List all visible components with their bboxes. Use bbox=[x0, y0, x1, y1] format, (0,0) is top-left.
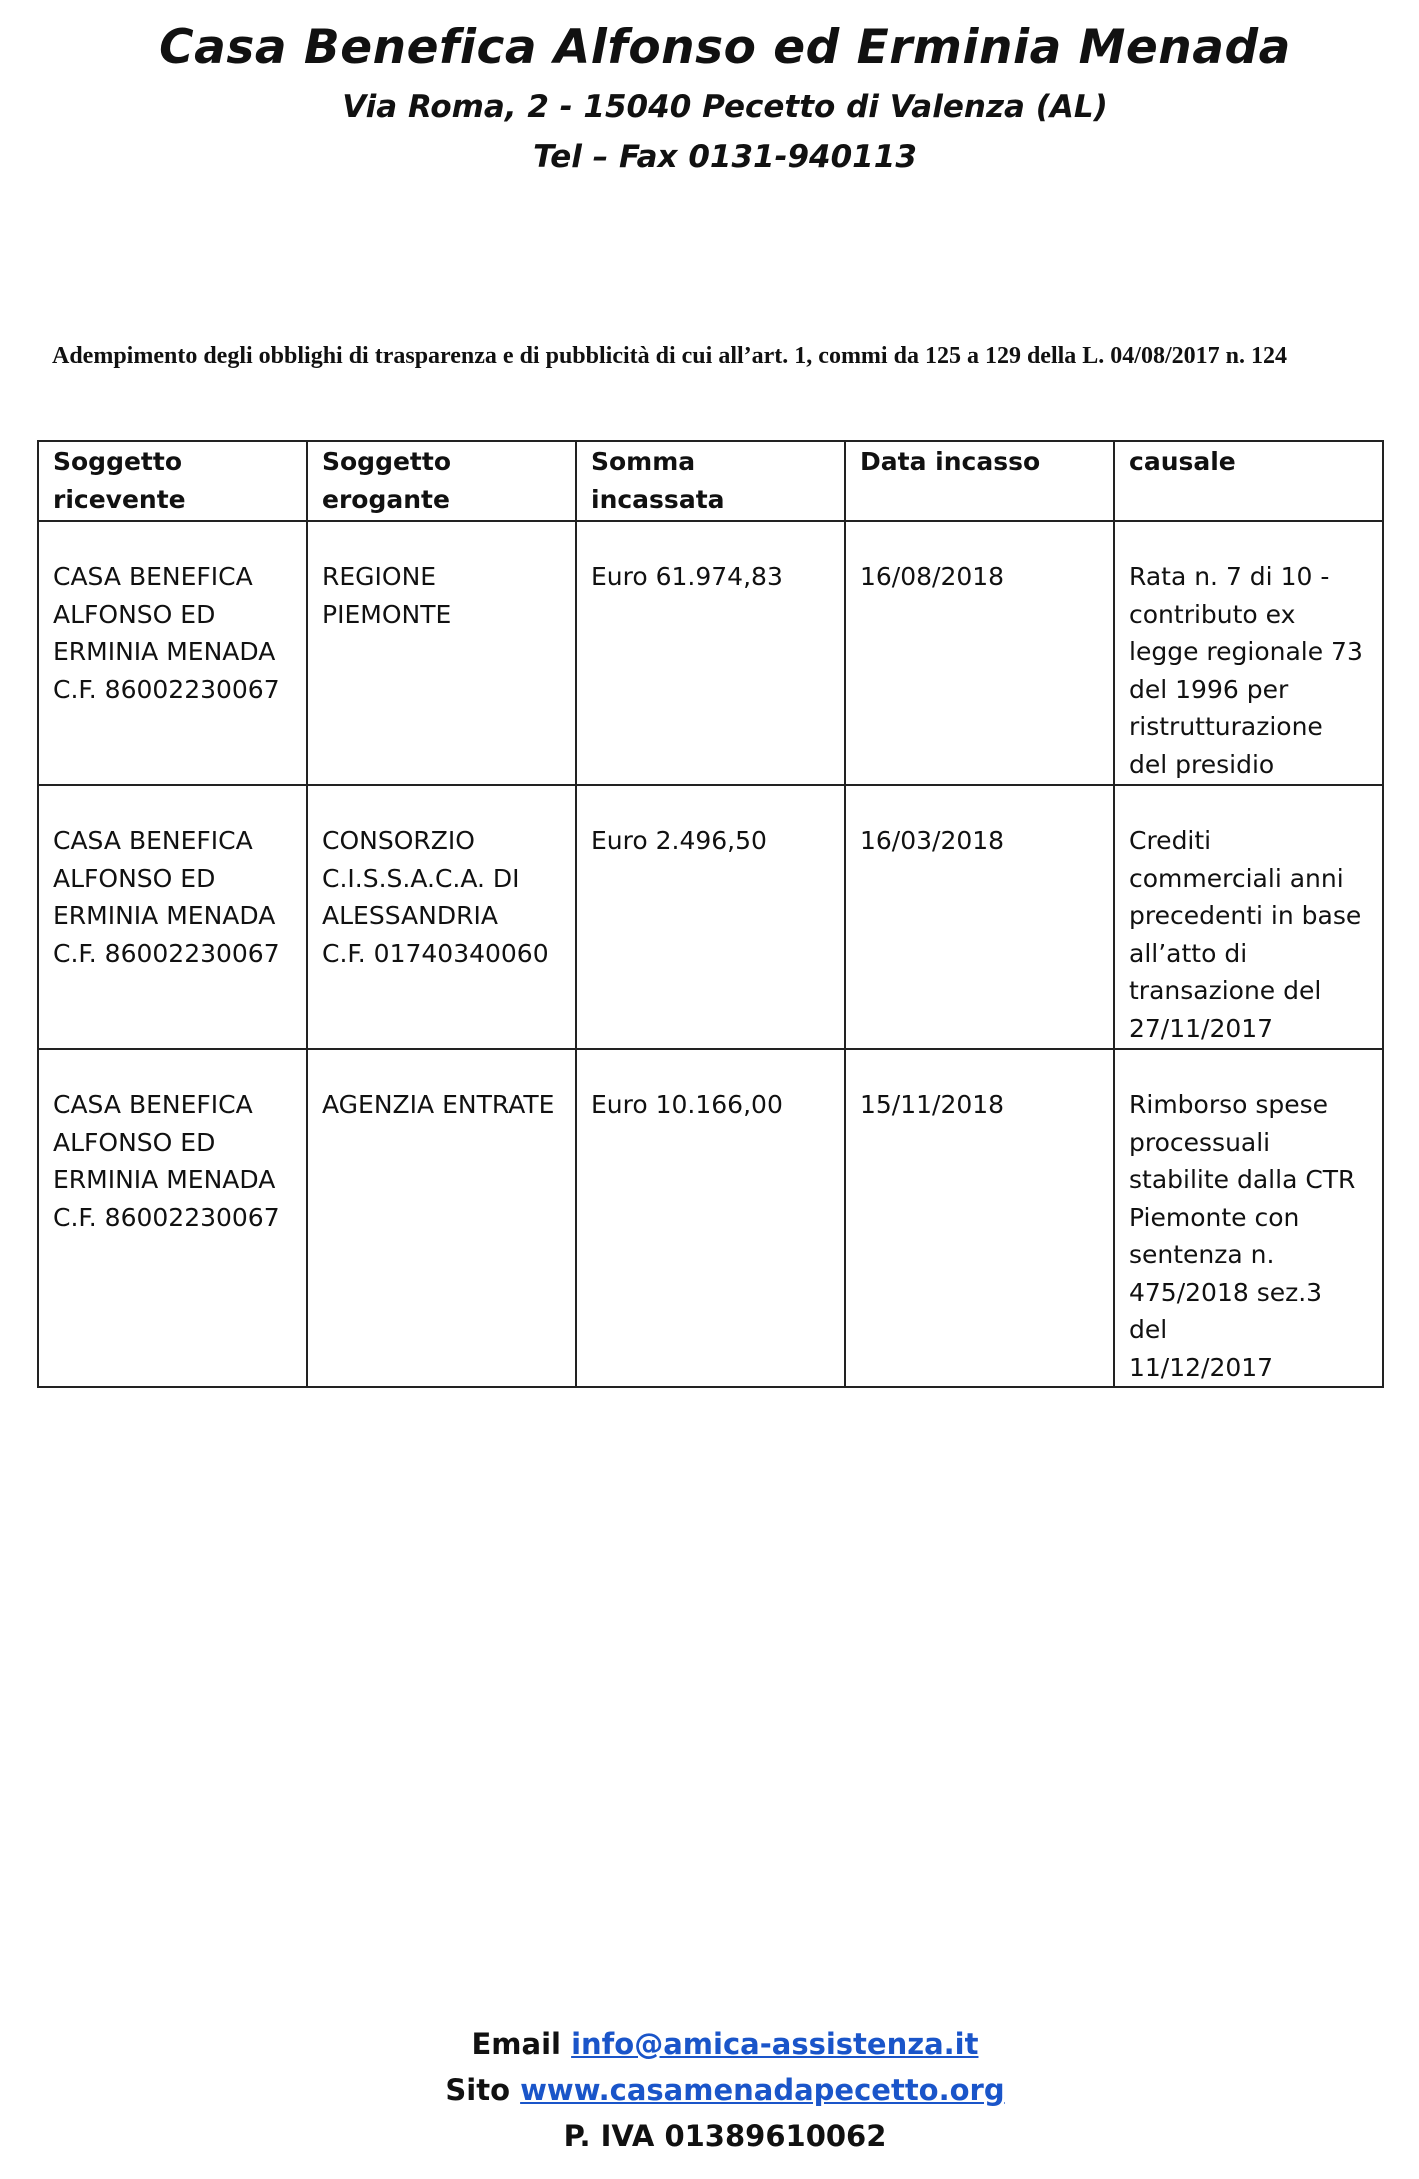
cell-causale: Rata n. 7 di 10 - contributo ex legge regionale 73 del 1996 per ristrutturazione del presidio bbox=[1114, 521, 1383, 785]
cell-data: 15/11/2018 bbox=[845, 1049, 1114, 1387]
column-header: Soggetto ricevente bbox=[38, 441, 307, 521]
column-header: Data incasso bbox=[845, 441, 1114, 521]
organization-name: Casa Benefica Alfonso ed Erminia Menada bbox=[159, 20, 1291, 75]
cell-data: 16/03/2018 bbox=[845, 785, 1114, 1049]
cell-erogante: AGENZIA ENTRATE bbox=[307, 1049, 576, 1387]
organization-address: Via Roma, 2 - 15040 Pecetto di Valenza (AL) bbox=[342, 89, 1108, 125]
email-label: Email bbox=[471, 2027, 561, 2061]
cell-causale: Crediti commerciali anni precedenti in base all’atto di transazione del 27/11/2017 bbox=[1114, 785, 1383, 1049]
cell-causale: Rimborso spese processuali stabilite dalla CTR Piemonte con sentenza n. 475/2018 sez.3 del 11/12/2017 bbox=[1114, 1049, 1383, 1387]
site-label: Sito bbox=[445, 2073, 510, 2107]
column-header: causale bbox=[1114, 441, 1383, 521]
table-header-row bbox=[38, 441, 1383, 521]
email-link[interactable]: info@amica-assistenza.it bbox=[571, 2027, 979, 2061]
letterhead bbox=[0, 14, 1419, 182]
vat-number: P. IVA 01389610062 bbox=[563, 2119, 887, 2153]
grants-table bbox=[37, 440, 1384, 1388]
cell-ricevente: CASA BENEFICA ALFONSO ED ERMINIA MENADA C.F. 86002230067 bbox=[38, 521, 307, 785]
cell-somma: Euro 2.496,50 bbox=[576, 785, 845, 1049]
cell-ricevente: CASA BENEFICA ALFONSO ED ERMINIA MENADA C.F. 86002230067 bbox=[38, 785, 307, 1049]
cell-somma: Euro 10.166,00 bbox=[576, 1049, 845, 1387]
column-header: Somma incassata bbox=[576, 441, 845, 521]
table-row bbox=[38, 521, 1383, 785]
table-row bbox=[38, 785, 1383, 1049]
cell-ricevente: CASA BENEFICA ALFONSO ED ERMINIA MENADA C.F. 86002230067 bbox=[38, 1049, 307, 1387]
transparency-statement: Adempimento degli obblighi di trasparenza e di pubblicità di cui all’art. 1, commi da 125 a 129 della L. 04/08/2017 n. 124 bbox=[52, 343, 1287, 369]
cell-erogante: REGIONE PIEMONTE bbox=[307, 521, 576, 785]
column-header: Soggetto erogante bbox=[307, 441, 576, 521]
footer-email-line bbox=[0, 2021, 1419, 2067]
organization-phone: Tel – Fax 0131-940113 bbox=[533, 139, 917, 175]
cell-somma: Euro 61.974,83 bbox=[576, 521, 845, 785]
website-link[interactable]: www.casamenadapecetto.org bbox=[520, 2073, 1005, 2107]
cell-erogante: CONSORZIO C.I.S.S.A.C.A. DI ALESSANDRIA C.F. 01740340060 bbox=[307, 785, 576, 1049]
table-row bbox=[38, 1049, 1383, 1387]
cell-data: 16/08/2018 bbox=[845, 521, 1114, 785]
footer-site-line bbox=[0, 2067, 1419, 2113]
footer-contacts bbox=[0, 2021, 1419, 2159]
